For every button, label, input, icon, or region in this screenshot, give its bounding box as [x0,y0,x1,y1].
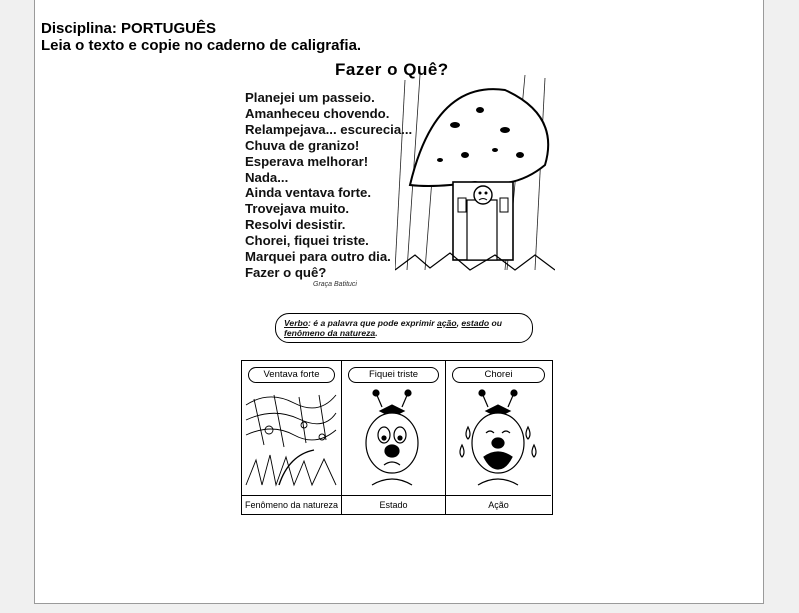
verb-separator: , [456,318,462,328]
poem-line: Chuva de granizo! [245,137,360,153]
poem-line: Ainda ventava forte. [245,185,372,201]
poem-line: Relampejava... escurecia... [245,121,413,137]
panel-caption: Fenômeno da natureza [242,495,341,514]
examples-panel-strip [241,360,553,515]
panel-label: Fiquei triste [348,367,439,383]
panel-ventava-forte [242,361,342,514]
discipline-heading: Disciplina: PORTUGUÊS [41,20,217,37]
poem-line: Amanheceu chovendo. [245,105,390,121]
poem-line: Fazer o quê? [245,264,327,280]
poem-line: Trovejava muito. [245,201,350,217]
verb-ou: ou [489,318,502,328]
windy-storm-icon [244,385,338,495]
verb-definition-box [275,313,533,343]
instruction-heading: Leia o texto e copie no caderno de caligrafia. [41,37,362,54]
poem-body [245,90,412,281]
verb-type-fenomeno: fenômeno da natureza [284,328,376,338]
poem-author: Graça Batituci [313,281,357,288]
mushroom-house-illustration [395,70,555,280]
verb-term: Verbo [284,318,309,328]
panel-chorei [446,361,551,514]
panel-fiquei-triste [342,361,446,514]
document-page [34,0,764,604]
crying-ant-icon [448,385,548,495]
panel-label: Ventava forte [248,367,335,383]
panel-caption: Estado [342,495,445,514]
poem-line: Nada... [245,169,289,185]
poem-line: Marquei para outro dia. [245,249,391,265]
verb-definition-text: : é a palavra que pode exprimir [308,318,437,328]
panel-caption: Ação [446,495,551,514]
poem-line: Planejei um passeio. [245,90,375,105]
sad-ant-icon [344,385,442,495]
verb-type-acao: ação [437,318,457,328]
verb-end: . [375,328,378,338]
poem-line: Resolvi desistir. [245,217,346,233]
verb-type-estado: estado [461,318,490,328]
poem-line: Esperava melhorar! [245,153,369,169]
poem-line: Chorei, fiquei triste. [245,233,369,249]
poem-title: Fazer o Quê? [335,60,449,79]
panel-label: Chorei [452,367,545,383]
